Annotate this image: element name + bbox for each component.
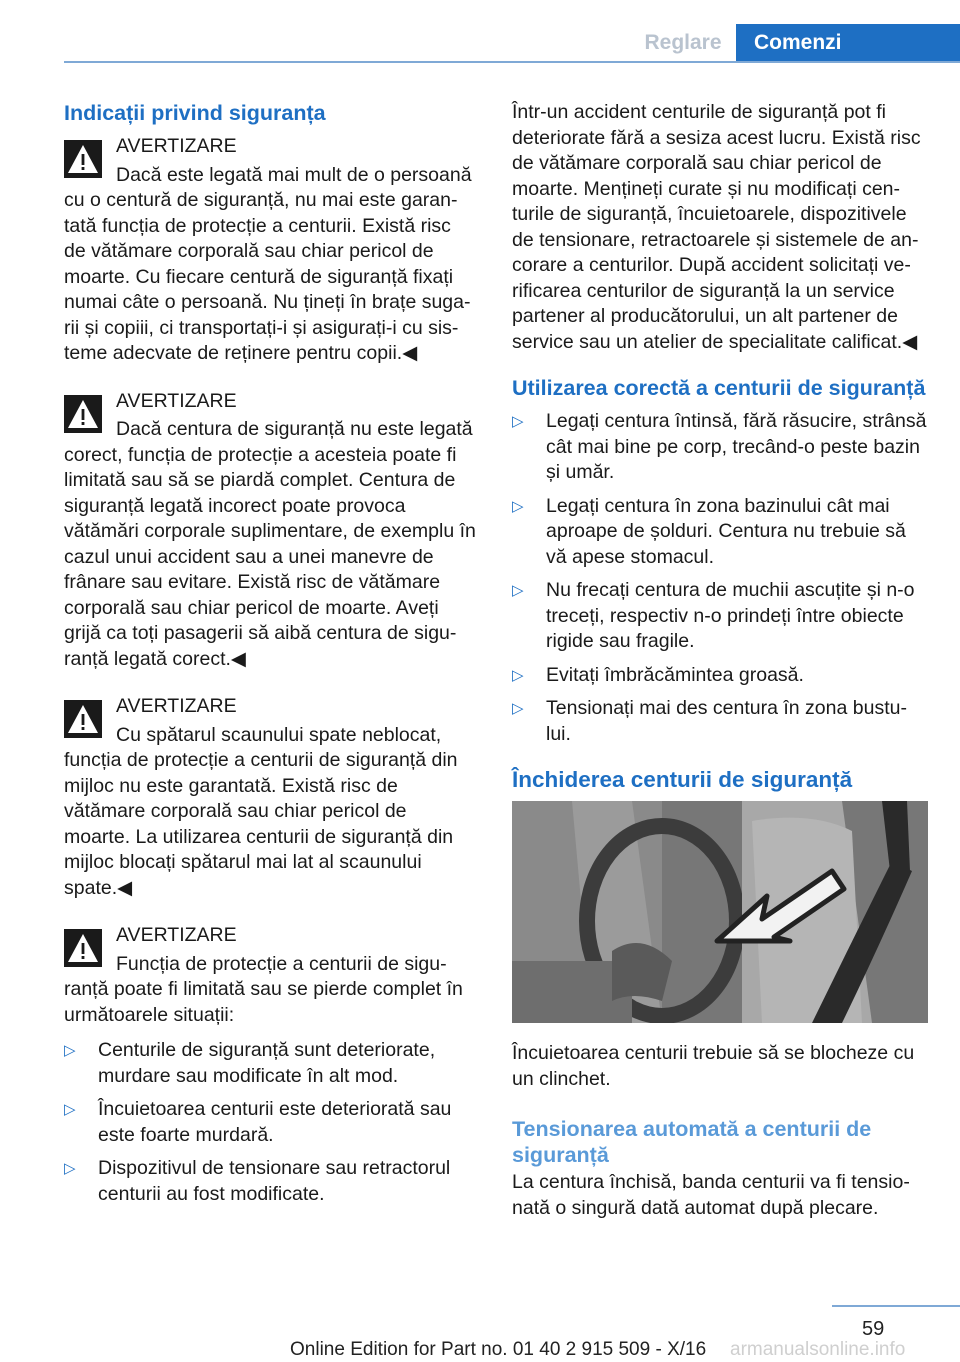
- accident-paragraph: Într-un accident centurile de siguranță pot fi deteriorate fără a sesiza acest lucru. Există risc de vătămare corporală sau chiar pericol de moarte. Mențineți curate și nu modificați cen‐turile de siguranță, încuietoarele, dispozitivele de tensionare, retractoarele și sistemele de an‐corare a centurilor. După accident solicitați ve‐rificarea centurilor de siguranță la un service partener al producătorului, un alt partener de service sau un atelier de specialitate calificat.◀: [512, 101, 921, 353]
- warning-triangle-icon: [64, 140, 102, 178]
- warning-triangle-icon: [64, 700, 102, 738]
- warning-block: [64, 134, 478, 367]
- warning-title: AVERTIZARE: [116, 389, 237, 412]
- tab-comenzi[interactable]: Comenzi: [736, 24, 960, 62]
- situation-list: [64, 1038, 478, 1207]
- warning-text: Funcția de protecție a centurii de sigu‐ranță poate fi limitată sau se pierde complet în următoarele situații:: [64, 952, 463, 1026]
- triangle-bullet-icon: ▷: [512, 413, 524, 430]
- list-item-text: Legați centura în zona bazinului cât mai aproape de șolduri. Centura nu trebuie să vă apese stomacul.: [546, 494, 906, 568]
- closing-paragraph: Încuietoarea centurii trebuie să se blocheze cu un clinchet.: [512, 1042, 915, 1090]
- warning-title: AVERTIZARE: [116, 135, 237, 157]
- list-item: [512, 696, 928, 747]
- triangle-bullet-icon: ▷: [64, 1160, 76, 1177]
- page-number: 59: [862, 1318, 885, 1340]
- page-header: [0, 0, 960, 62]
- section-heading-safety: Indicații privind siguranța: [64, 101, 326, 125]
- section-heading-usage: Utilizarea corectă a centurii de siguranță: [512, 376, 926, 400]
- section-heading-tensioning: Tensionarea automată a centurii de siguranță: [512, 1117, 872, 1167]
- list-item-text: Centurile de siguranță sunt deteriorate, murdare sau modificate în alt mod.: [98, 1039, 436, 1087]
- tensioning-paragraph: La centura închisă, banda centurii va fi tensio‐nată o singură dată automat după plecare.: [512, 1171, 910, 1219]
- warning-title: AVERTIZARE: [116, 695, 237, 717]
- list-item: [512, 578, 928, 655]
- list-item: [64, 1038, 478, 1089]
- footer-divider: [832, 1305, 960, 1307]
- left-column: [64, 100, 478, 1215]
- warning-triangle-icon: [64, 929, 102, 967]
- list-item-text: Dispozitivul de tensionare sau retractorul centurii au fost modificate.: [98, 1157, 451, 1205]
- watermark-text: armanualsonline.info: [730, 1339, 906, 1360]
- warning-block: [64, 694, 478, 901]
- list-item: [512, 663, 928, 689]
- triangle-bullet-icon: ▷: [512, 497, 524, 515]
- list-item-text: Nu frecați centura de muchii ascuțite și n-o treceți, respectiv n-o prindeți între obiecte rigide sau fragile.: [546, 579, 915, 652]
- list-item: [512, 494, 928, 571]
- warning-title: AVERTIZARE: [116, 924, 237, 946]
- warning-text: Dacă este legată mai mult de o persoană cu o centură de siguranță, nu mai este garan‐tată funcția de protecție a centurii. Există risc de vătămare corporală sau chiar pericol de moarte. Cu fiecare centură de siguranță fixați numai câte o persoană. Nu țineți în brațe suga‐rii și copiii, ci transportați-i și asigurați-i cu sis‐teme adecvate de reținere pentru copii.◀: [64, 163, 472, 364]
- section-heading-closing: Închiderea centurii de siguranță: [512, 767, 853, 792]
- triangle-bullet-icon: ▷: [512, 700, 524, 717]
- warning-block: [64, 389, 478, 673]
- header-divider: [64, 61, 960, 63]
- list-item-text: Încuietoarea centurii este deteriorată sau este foarte murdară.: [98, 1098, 452, 1146]
- usage-list: [512, 409, 928, 747]
- seatbelt-illustration: [512, 801, 928, 1023]
- list-item-text: Evitați îmbrăcămintea groasă.: [546, 663, 804, 686]
- warning-triangle-icon: [64, 395, 102, 433]
- warning-text: Dacă centura de siguranță nu este legată corect, funcția de protecție a acesteia poate fi limitată sau să se piardă complet. Centura de siguranță legată incorect poate provoca vătămări corporale suplimentare, de exemplu în cazul unui accident sau a unei manevre de frânare sau evitare. Există risc de vătămare corporală sau chiar pericol de moarte. Aveți grijă ca toți pasagerii să aibă centura de sigu‐ranță legată corect.◀: [64, 418, 476, 670]
- warning-block: [64, 923, 478, 1028]
- triangle-bullet-icon: ▷: [512, 666, 524, 684]
- right-column: [512, 100, 928, 1241]
- seatbelt-buckle-photo: [512, 801, 928, 1023]
- warning-text: Cu spătarul scaunului spate neblocat, funcția de protecție a centurii de siguranță din mijloc nu este garantată. Există risc de vătămare corporală sau chiar pericol de moarte. La utilizarea centurii de siguranță din mijloc blocați spătarul mai lat al scaunului spate.◀: [64, 723, 458, 899]
- list-item-text: Legați centura întinsă, fără răsucire, strânsă cât mai bine pe corp, trecând-o peste bazin și umăr.: [546, 410, 927, 483]
- list-item-text: Tensionați mai des centura în zona bustu‐lui.: [546, 697, 907, 745]
- triangle-bullet-icon: ▷: [64, 1101, 76, 1118]
- triangle-bullet-icon: ▷: [512, 582, 524, 599]
- list-item: [64, 1156, 478, 1207]
- list-item: [64, 1097, 478, 1148]
- tab-reglare[interactable]: Reglare: [644, 31, 722, 54]
- list-item: [512, 409, 928, 486]
- triangle-bullet-icon: ▷: [64, 1042, 76, 1059]
- edition-note: Online Edition for Part no. 01 40 2 915 509 - X/16: [290, 1339, 707, 1360]
